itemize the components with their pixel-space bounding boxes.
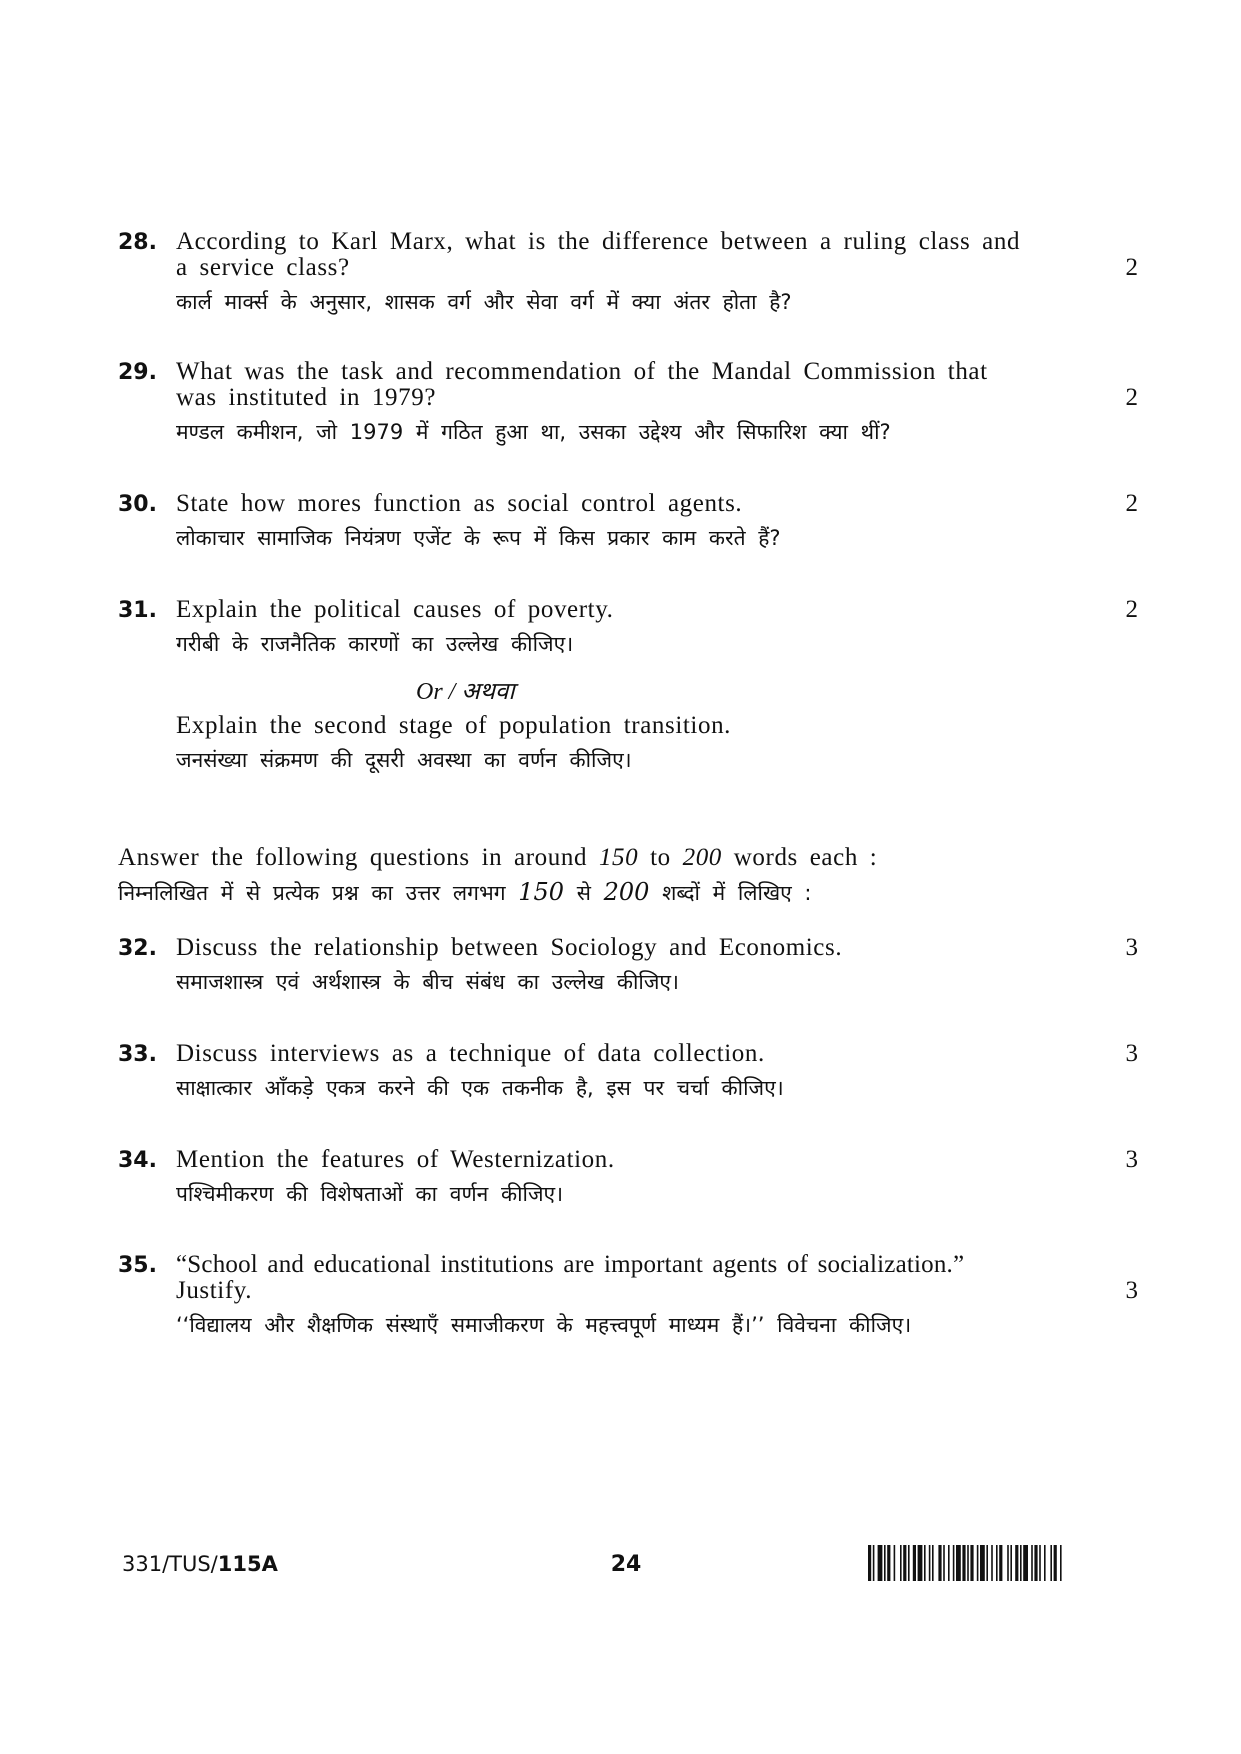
barcode-bar <box>1023 1545 1028 1581</box>
question-text-hindi: साक्षात्कार आँकड़े एकत्र करने की एक तकनीक है, इस पर चर्चा कीजिए। <box>176 1076 784 1100</box>
barcode-bar <box>977 1545 979 1581</box>
barcode-bar <box>948 1545 950 1581</box>
barcode-bar <box>967 1545 969 1581</box>
barcode-bar <box>1034 1545 1037 1581</box>
word-count-max: 200 <box>682 844 722 871</box>
question-marks: 3 <box>1125 1277 1138 1304</box>
question-text-hindi: मण्डल कमीशन, जो 1979 में गठित हुआ था, उसका उद्देश्य और सिफारिश क्या थीं? <box>176 420 891 444</box>
question-number: 33. <box>118 1042 157 1067</box>
barcode-bar <box>894 1545 896 1581</box>
question-number: 34. <box>118 1148 157 1173</box>
barcode-bar <box>1015 1545 1018 1581</box>
question-text-hindi: ‘‘विद्यालय और शैक्षणिक संस्थाएँ समाजीकरण के महत्त्वपूर्ण माध्यम हैं।’’ विवेचना कीजिए। <box>176 1313 912 1337</box>
barcode-bar <box>1031 1545 1033 1581</box>
barcode-bar <box>1020 1545 1022 1581</box>
question-text-english: Discuss interviews as a technique of data collection. <box>176 1040 765 1067</box>
word-count-min-hi: 150 <box>518 878 565 906</box>
question-text-english-cont: a service class? <box>176 254 350 281</box>
question-text-english-cont: was instituted in 1979? <box>176 384 437 411</box>
question-text-english: Explain the political causes of poverty. <box>176 596 614 623</box>
question-text-english-cont: Justify. <box>176 1277 253 1304</box>
barcode-bar <box>1054 1545 1057 1581</box>
question-marks: 2 <box>1125 384 1138 411</box>
barcode-bar <box>956 1545 961 1581</box>
barcode-bar <box>991 1545 993 1581</box>
question-marks: 3 <box>1125 1040 1138 1067</box>
barcode-bar <box>1050 1545 1052 1581</box>
question-text-hindi: समाजशास्त्र एवं अर्थशास्त्र के बीच संबंध का उल्लेख कीजिए। <box>176 970 680 994</box>
barcode-bar <box>962 1545 965 1581</box>
question-number: 30. <box>118 492 157 517</box>
paper-code: 331/TUS/115A <box>122 1552 278 1576</box>
page-number: 24 <box>610 1552 642 1577</box>
question-text-hindi: लोकाचार सामाजिक नियंत्रण एजेंट के रूप में किस प्रकार काम करते हैं? <box>176 526 781 550</box>
barcode-bar <box>929 1545 931 1581</box>
or-separator: Or / अथवा <box>416 679 515 705</box>
barcode-bar <box>887 1545 890 1581</box>
barcode-bar <box>1044 1545 1046 1581</box>
barcode-bar <box>943 1545 945 1581</box>
question-text-hindi: गरीबी के राजनैतिक कारणों का उल्लेख कीजिए। <box>176 632 574 656</box>
question-marks: 3 <box>1125 1146 1138 1173</box>
question-marks: 2 <box>1125 596 1138 623</box>
barcode-bar <box>980 1545 985 1581</box>
barcode-image <box>868 1545 1128 1581</box>
instruction-hindi: निम्नलिखित में से प्रत्येक प्रश्न का उत्तर लगभग 150 से 200 शब्दों में लिखिए : <box>118 878 812 906</box>
barcode-bar <box>986 1545 988 1581</box>
question-text-english: According to Karl Marx, what is the difference between a ruling class and <box>176 228 1021 255</box>
word-count-min: 150 <box>598 844 639 871</box>
question-text-english: Discuss the relationship between Sociology and Economics. <box>176 934 843 961</box>
question-marks: 2 <box>1125 490 1138 517</box>
barcode-bar <box>1007 1545 1009 1581</box>
barcode-bar <box>918 1545 923 1581</box>
barcode-bar <box>932 1545 934 1581</box>
question-marks: 2 <box>1125 254 1138 281</box>
barcode-bar <box>938 1545 941 1581</box>
barcode-bar <box>1039 1545 1041 1581</box>
word-count-max-hi: 200 <box>603 878 650 906</box>
barcode-bar <box>1010 1545 1012 1581</box>
question-text-english: State how mores function as social control agents. <box>176 490 743 517</box>
alternative-question-hindi: जनसंख्या संक्रमण की दूसरी अवस्था का वर्णन कीजिए। <box>176 748 632 772</box>
question-number: 29. <box>118 360 157 385</box>
barcode-bar <box>884 1545 886 1581</box>
question-text-hindi: कार्ल मार्क्स के अनुसार, शासक वर्ग और सेवा वर्ग में क्या अंतर होता है? <box>176 290 792 314</box>
barcode-bar <box>878 1545 883 1581</box>
question-text-english: “School and educational institutions are important agents of socialization.” <box>176 1251 965 1278</box>
alternative-question-english: Explain the second stage of population transition. <box>176 712 732 739</box>
barcode-bar <box>868 1545 871 1581</box>
barcode-bar <box>1060 1545 1062 1581</box>
question-number: 31. <box>118 598 157 623</box>
barcode-bar <box>913 1545 916 1581</box>
question-marks: 3 <box>1125 934 1138 961</box>
barcode-bar <box>999 1545 1002 1581</box>
barcode-bar <box>953 1545 955 1581</box>
barcode-bar <box>908 1545 910 1581</box>
barcode-bar <box>996 1545 998 1581</box>
question-number: 35. <box>118 1253 157 1278</box>
barcode-bar <box>873 1545 875 1581</box>
barcode-bar <box>903 1545 906 1581</box>
question-number: 32. <box>118 936 157 961</box>
instruction-english: Answer the following questions in around 150 to 200 words each : <box>118 844 878 871</box>
barcode-bar <box>924 1545 926 1581</box>
barcode-bar <box>900 1545 902 1581</box>
barcode-bar <box>970 1545 973 1581</box>
question-number: 28. <box>118 230 157 255</box>
question-text-hindi: पश्चिमीकरण की विशेषताओं का वर्णन कीजिए। <box>176 1182 564 1206</box>
question-text-english: What was the task and recommendation of the Mandal Commission that <box>176 358 988 385</box>
question-text-english: Mention the features of Westernization. <box>176 1146 615 1173</box>
